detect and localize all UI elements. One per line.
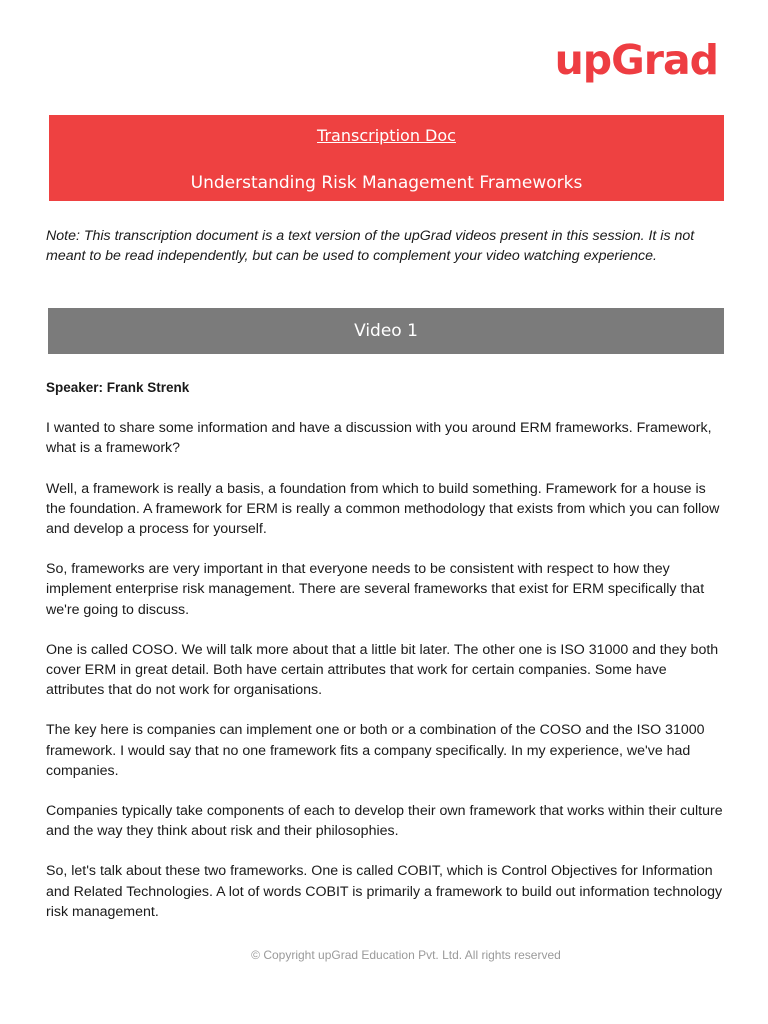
paragraph: The key here is companies can implement one or both or a combination of the COSO and the ISO 31000 framework. I would say that no one framework fits a company specifically. In my experience, we've had companies. <box>46 722 705 779</box>
paragraph: One is called COSO. We will talk more about that a little bit later. The other one is ISO 31000 and they both cover ERM in great detail. Both have certain attributes that work for certain companies. Some have attributes that do not work for organisations. <box>46 641 719 699</box>
transcription-note: Note: This transcription document is a text version of the upGrad videos present in this session. It is not meant to be read independently, but can be used to complement your video watching experience. <box>46 228 695 264</box>
doc-title: Understanding Risk Management Frameworks <box>190 173 583 193</box>
paragraph: Companies typically take components of each to develop their own framework that works within their culture and the way they think about risk and their philosophies. <box>46 803 723 840</box>
transcript-content <box>46 378 726 942</box>
copyright-footer: © Copyright upGrad Education Pvt. Ltd. All rights reserved <box>251 948 561 962</box>
paragraph: Well, a framework is really a basis, a foundation from which to build something. Framework for a house is the foundation. A framework for ERM is really a common methodology that exists from which you can follow and develop a process for yourself. <box>46 480 720 538</box>
paragraph: So, frameworks are very important in that everyone needs to be consistent with respect to how they implement enterprise risk management. There are several frameworks that exist for ERM specifically that we're going to discuss. <box>46 561 705 618</box>
section-header-video: Video 1 <box>48 308 724 354</box>
doc-type-label: Transcription Doc <box>317 126 456 145</box>
paragraph: I wanted to share some information and have a discussion with you around ERM frameworks. Framework, what is a framework? <box>46 420 712 457</box>
upgrad-logo: upGrad <box>554 36 718 84</box>
speaker-name: Speaker: Frank Strenk <box>46 380 190 395</box>
paragraph: So, let's talk about these two frameworks. One is called COBIT, which is Control Objectives for Information and Related Technologies. A lot of words COBIT is primarily a framework to build out information technology risk management. <box>46 863 723 920</box>
title-banner <box>49 115 724 201</box>
